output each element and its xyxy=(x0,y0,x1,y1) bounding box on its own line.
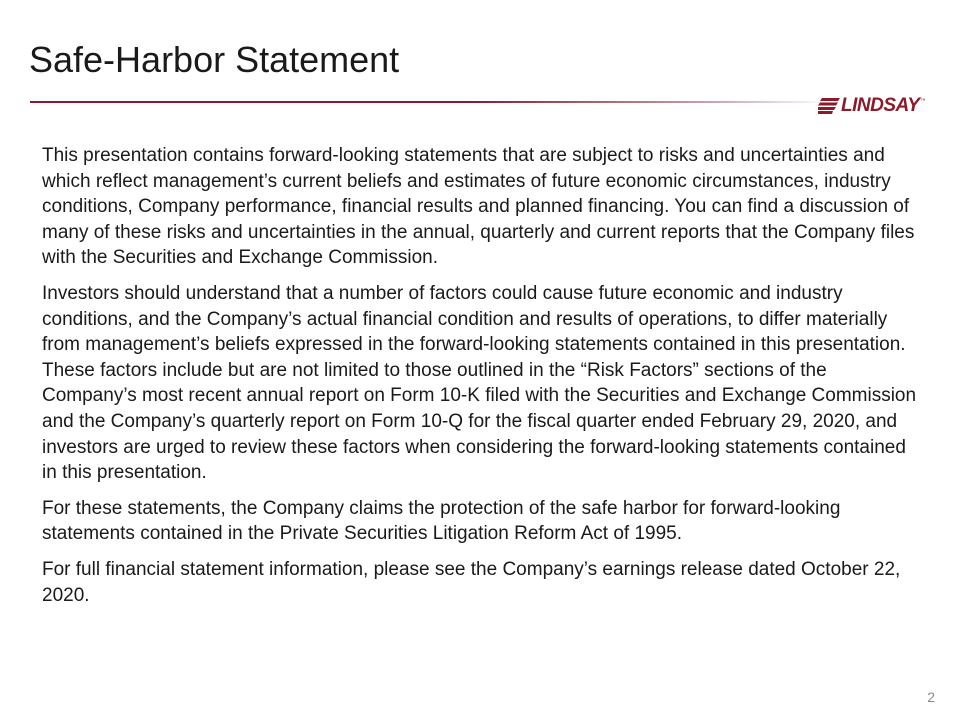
title-divider xyxy=(30,101,830,103)
paragraph-investor-factors: Investors should understand that a number of factors could cause future economic and industry conditions, and the Company’s actual financial condition and results of operations, to differ materially from management’s beliefs expressed in the forward-looking statements contained in this presentation. These factors include but are not limited to those outlined in the “Risk Factors” sections of the Company’s most recent annual report on Form 10-K filed with the Securities and Exchange Commission and the Company’s quarterly report on Form 10-Q for the fiscal quarter ended February 29, 2020, and investors are urged to review these factors when considering the forward-looking statements contained in this presentation. xyxy=(42,282,917,484)
lindsay-stripes-icon xyxy=(818,98,840,114)
safe-harbor-body xyxy=(42,143,922,618)
logo-trademark: ™ xyxy=(920,98,926,104)
paragraph-safe-harbor-claim: For these statements, the Company claims the protection of the safe harbor for forward-looking statements contained in the Private Securities Litigation Reform Act of 1995. xyxy=(42,497,841,545)
paragraph-forward-looking: This presentation contains forward-looking statements that are subject to risks and uncertainties and which reflect management’s current beliefs and estimates of future economic circumstances, industry conditions, Company performance, financial results and planned financing. You can find a discussion of many of these risks and uncertainties in the annual, quarterly and current reports that the Company files with the Securities and Exchange Commission. xyxy=(42,145,915,269)
page-number: 2 xyxy=(927,689,935,705)
logo-wordmark: LINDSAY xyxy=(841,95,920,116)
lindsay-logo xyxy=(818,96,925,116)
slide-title: Safe-Harbor Statement xyxy=(29,39,400,80)
paragraph-earnings-release: For full financial statement information, please see the Company’s earnings release dated October 22, 2020. xyxy=(42,558,901,606)
